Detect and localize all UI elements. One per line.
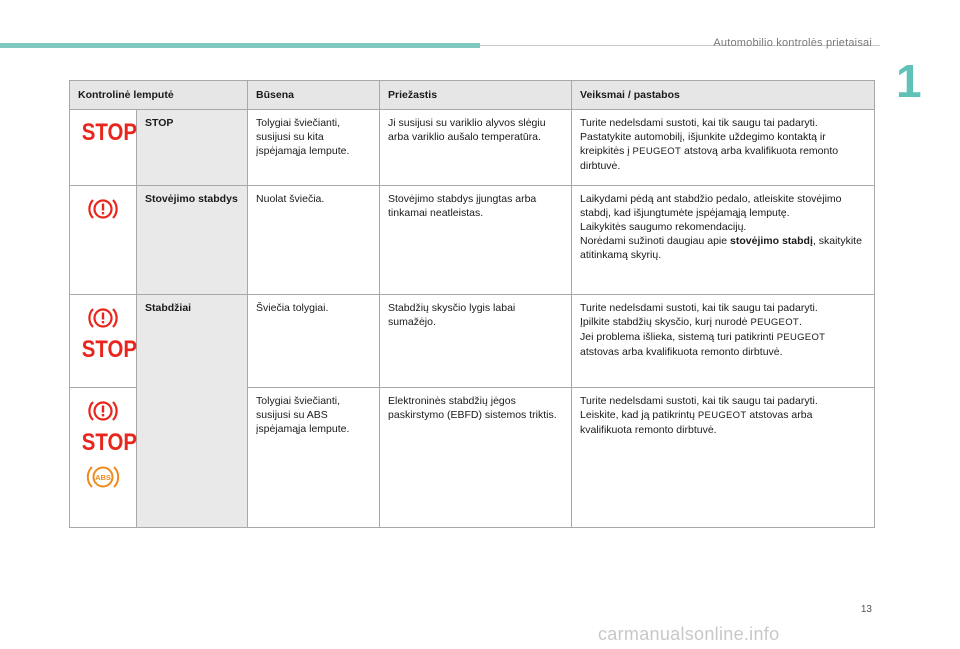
lamp-state: Šviečia tolygiai. [248,295,380,388]
section-title: Automobilio kontrolės prietaisai [713,37,872,49]
brake-warning-icon [86,196,120,222]
header-state: Būsena [248,81,380,110]
lamp-name: STOP [137,110,248,186]
brand-name: PEUGEOT [776,332,826,343]
page-number: 13 [860,604,872,615]
stop-warning-icon: STOP [81,336,137,363]
table-row [70,186,875,295]
chapter-number: 1 [896,55,922,107]
lamp-name: Stovėjimo stabdys [137,186,248,295]
brand-name: PEUGEOT [697,410,747,421]
lamp-actions: Turite nedelsdami sustoti, kai tik saugu tai padaryti. Pastatykite automobilį, išjunkite uždegimo kontaktą ir kreipkitės į PEUGEOT atstovą arba kvalifikuota remonto dirbtuvė. [572,110,875,186]
table-row [70,110,875,186]
header-accent-bar [0,43,480,48]
lamp-icon-cell [70,110,137,186]
stop-warning-icon: STOP [81,119,137,146]
lamp-cause: Stabdžių skysčio lygis labai sumažėjo. [380,295,572,388]
lamp-cause: Elektroninės stabdžių jėgos paskirstymo (EBFD) sistemos triktis. [380,388,572,528]
bold-reference: stovėjimo stabdį [730,235,813,247]
lamp-name: Stabdžiai [137,295,248,528]
lamp-actions: Turite nedelsdami sustoti, kai tik saugu tai padaryti. Leiskite, kad ją patikrintų PEUGEOT atstovas arba kvalifikuota remonto dirbtuvė. [572,388,875,528]
header-actions: Veiksmai / pastabos [572,81,875,110]
brake-warning-icon [86,398,120,424]
lamp-actions: Turite nedelsdami sustoti, kai tik saugu tai padaryti. Įpilkite stabdžių skysčio, kurį nurodė PEUGEOT. Jei problema išlieka, sistemą turi patikrinti PEUGEOT atstovas arba kvalifikuota remonto dirbtuvė. [572,295,875,388]
brake-warning-icon [86,305,120,331]
brand-name: PEUGEOT [632,146,682,157]
lamp-icon-cell [70,186,137,295]
brand-name: PEUGEOT [750,317,799,328]
lamp-cause: Ji susijusi su variklio alyvos slėgiu arba variklio aušalo temperatūra. [380,110,572,186]
watermark: carmanualsonline.info [598,624,780,644]
abs-warning-icon [84,462,122,492]
lamp-actions: Laikydami pėdą ant stabdžio pedalo, atleiskite stovėjimo stabdį, kad išjungtumėte įspėjamąją lemputę. Laikykitės saugumo rekomendacijų. Norėdami sužinoti daugiau apie stovėjimo stabdį, skaitykite atitinkamą skyrių. [572,186,875,295]
warning-lamps-table [69,80,875,528]
table-row [70,295,875,388]
header-cause: Priežastis [380,81,572,110]
lamp-icon-cell [70,295,137,388]
lamp-state: Tolygiai šviečianti, susijusi su kita įspėjamąja lempute. [248,110,380,186]
abs-label: ABS [95,473,111,482]
stop-warning-icon: STOP [81,429,137,456]
lamp-cause: Stovėjimo stabdys įjungtas arba tinkamai neatleistas. [380,186,572,295]
lamp-state: Nuolat šviečia. [248,186,380,295]
table-header-row [70,81,875,110]
lamp-icon-cell [70,388,137,528]
header-lamp: Kontrolinė lemputė [70,81,248,110]
lamp-state: Tolygiai šviečianti, susijusi su ABS įspėjamąja lempute. [248,388,380,528]
